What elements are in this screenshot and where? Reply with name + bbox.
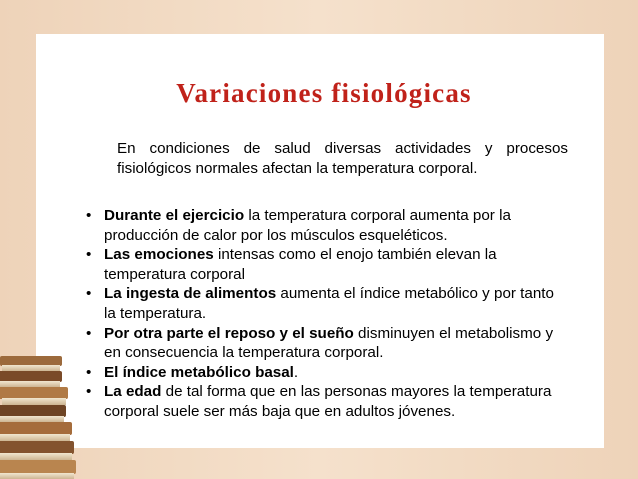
bullet-marker: • [86, 363, 92, 381]
intro-line-1: En condiciones de salud diversas actividades y procesos [117, 140, 568, 157]
bullet-text: . [293, 363, 299, 381]
bullet-marker: • [86, 207, 92, 224]
bullet-item [84, 245, 578, 284]
bullet-text: aumenta el índice metabólico y por tanto [276, 285, 554, 303]
bullet-text-cont: en consecuencia la temperatura corporal. [104, 344, 384, 362]
bullet-marker: • [86, 324, 92, 342]
bullet-marker: • [86, 285, 92, 303]
bullet-marker: • [86, 383, 92, 401]
bullet-text-cont: producción de calor por los músculos esqueléticos. [104, 226, 448, 244]
bullet-bold: La ingesta de alimentos [104, 285, 277, 303]
bullet-bold: El índice metabólico basal [104, 363, 294, 381]
bullet-text-cont: corporal suele ser más baja que en adultos jóvenes. [104, 402, 456, 420]
bullet-bold: Por otra parte el reposo y el sueño [104, 324, 354, 342]
bullet-item [84, 284, 578, 323]
bullet-text: la temperatura corporal aumenta por la [244, 207, 511, 224]
bullet-item [84, 206, 578, 245]
bullet-text: de tal forma que en las personas mayores la temperatura [161, 383, 552, 401]
bullet-item [84, 363, 578, 383]
bullet-bold: La edad [104, 383, 162, 401]
bullet-text-cont: temperatura corporal [104, 265, 245, 283]
slide-title: Variaciones fisiológicas [176, 78, 472, 108]
bullet-bold: Durante el ejercicio [104, 207, 245, 224]
books-stack-icon [0, 352, 80, 479]
intro-paragraph [117, 139, 568, 179]
bullet-text: intensas como el enojo también elevan la [213, 246, 497, 264]
bullet-text: disminuyen el metabolismo y [353, 324, 554, 342]
intro-line-2: fisiológicos normales afectan la temperatura corporal. [117, 160, 478, 177]
bullet-item [84, 324, 578, 363]
bullet-text-cont: la temperatura. [104, 304, 207, 322]
bullet-item [84, 382, 578, 421]
bullet-bold: Las emociones [104, 246, 214, 264]
bullet-marker: • [86, 246, 92, 264]
bullet-list [84, 206, 578, 422]
